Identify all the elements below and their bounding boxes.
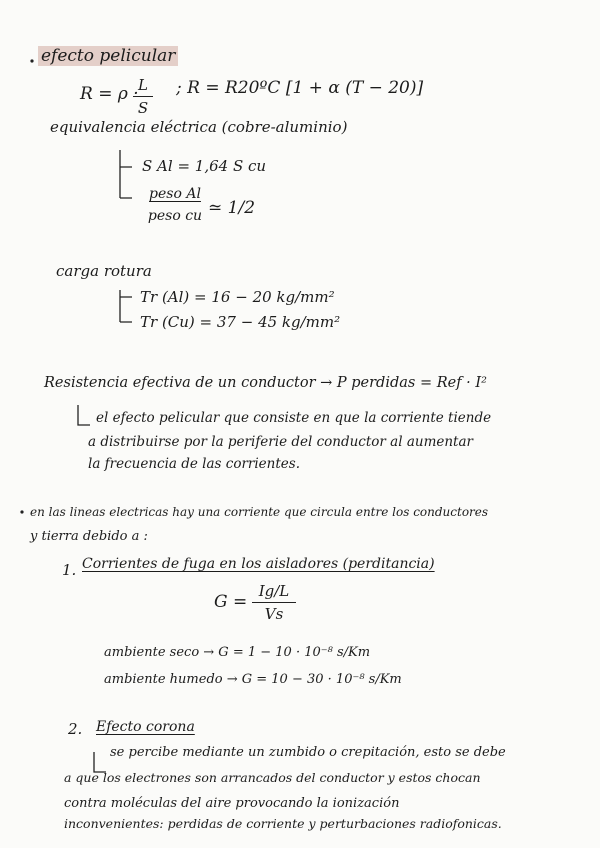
corona-text-line: se percibe mediante un zumbido o crepitación, esto se debe	[110, 745, 506, 760]
list-item-number: 2.	[68, 720, 83, 738]
formula-resistance-fraction	[133, 76, 153, 117]
branch-arrow-icon	[120, 150, 132, 198]
corner-arrow-icon	[78, 405, 90, 425]
skin-effect-text-line: a distribuirse por la periferie del conductor al aumentar	[88, 434, 473, 450]
skin-effect-text-line: la frecuencia de las corrientes.	[88, 456, 300, 472]
fraction-denominator: peso cu	[147, 208, 203, 224]
lines-intro-line: y tierra debido a :	[30, 529, 148, 544]
weight-ratio-fraction	[142, 186, 208, 224]
corona-text-line: a que los electrones son arrancados del conductor y estos chocan	[64, 770, 481, 785]
lines-intro-line: en las lineas electricas hay una corriente que circula entre los conductores	[30, 505, 489, 519]
fraction-numerator: Ig/L	[258, 582, 290, 600]
humid-environment-conductance: ambiente humedo → G = 10 − 30 · 10⁻⁸ s/Km	[104, 672, 402, 687]
heading-equivalencia: equivalencia eléctrica (cobre-aluminio)	[50, 118, 348, 136]
fraction-numerator: peso Al	[149, 186, 201, 202]
corner-arrow-icon	[94, 752, 106, 772]
fraction-numerator: L	[138, 76, 148, 94]
conductance-formula: G =	[214, 592, 248, 612]
bullet-dot	[20, 510, 23, 513]
fraction-denominator: Vs	[264, 605, 284, 623]
formula-resistance: R = ρ ·	[80, 84, 139, 104]
fraction-denominator: S	[137, 99, 149, 117]
bullet-dot	[30, 59, 33, 62]
conductance-fraction	[252, 582, 296, 623]
corona-text-line: contra moléculas del aire provocando la ionización	[64, 796, 400, 811]
effective-resistance-line: Resistencia efectiva de un conductor → P perdidas = Ref · I²	[44, 375, 487, 391]
break-load-aluminium: Tr (Al) = 16 − 20 kg/mm²	[140, 288, 335, 306]
break-load-copper: Tr (Cu) = 37 − 45 kg/mm²	[140, 313, 341, 331]
corona-effect-title: Efecto corona	[96, 719, 195, 735]
list-item-number: 1.	[62, 561, 77, 579]
equivalence-section-ratio: S Al = 1,64 S cu	[142, 157, 267, 175]
leakage-currents-title: Corrientes de fuga en los aisladores (perditancia)	[82, 556, 435, 572]
branch-arrow-icon	[120, 290, 132, 322]
dry-environment-conductance: ambiente seco → G = 1 − 10 · 10⁻⁸ s/Km	[104, 645, 371, 660]
heading-carga-rotura: carga rotura	[56, 262, 152, 280]
heading-efecto-pelicular: efecto pelicular	[38, 48, 178, 65]
skin-effect-text-line: el efecto pelicular que consiste en que la corriente tiende	[96, 410, 492, 426]
corona-text-line: inconvenientes: perdidas de corriente y perturbaciones radiofonicas.	[64, 816, 502, 831]
formula-resistance-temperature: ; R = R20ºC [1 + α (T − 20)]	[176, 78, 424, 98]
weight-ratio-value: ≃ 1/2	[208, 198, 256, 218]
